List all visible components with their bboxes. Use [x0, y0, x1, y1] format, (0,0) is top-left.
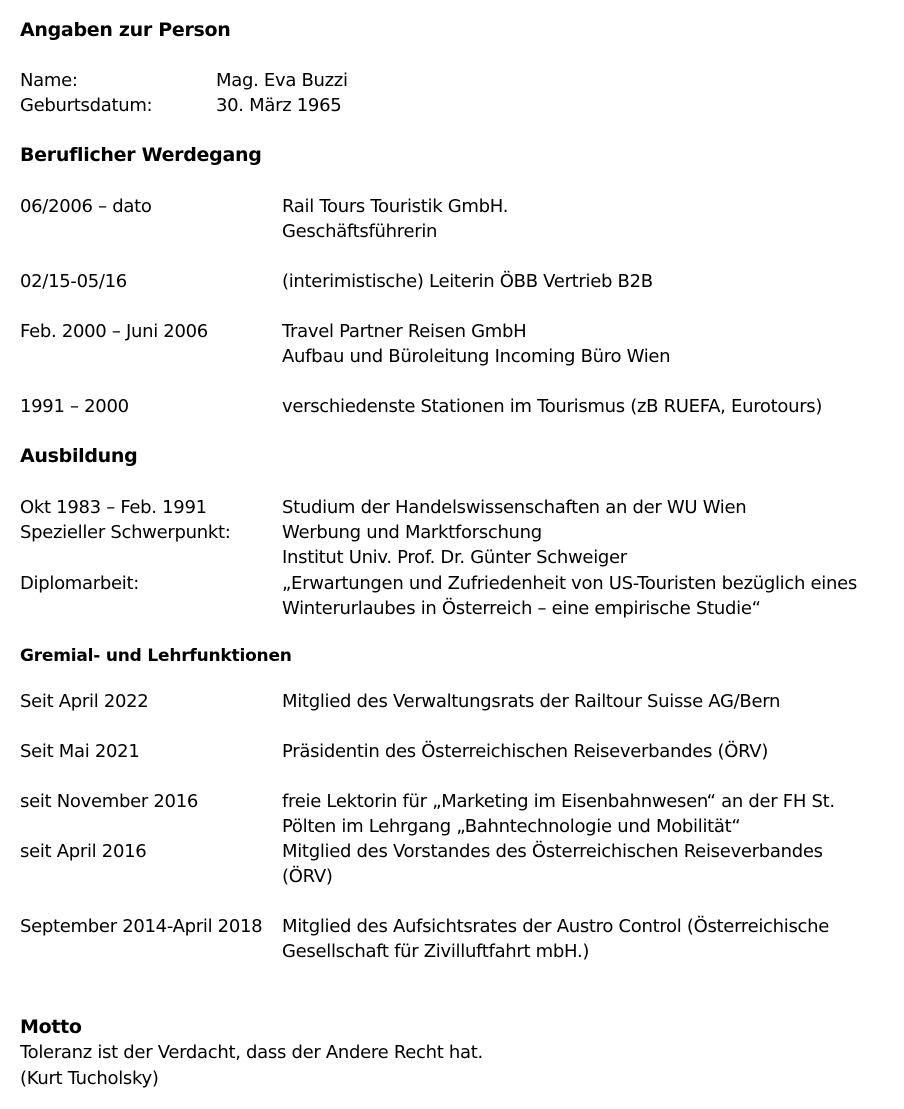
- education-value: „Erwartungen und Zufriedenheit von US-Touristen bezüglich eines: [282, 573, 857, 594]
- education-value: Studium der Handelswissenschaften an der WU Wien: [282, 497, 747, 518]
- education-label: Okt 1983 – Feb. 1991: [20, 497, 207, 518]
- career-date: Feb. 2000 – Juni 2006: [20, 321, 208, 342]
- committee-detail: (ÖRV): [282, 866, 333, 887]
- heading-personal-info: Angaben zur Person: [20, 19, 231, 41]
- motto-quote: Toleranz ist der Verdacht, dass der Andere Recht hat.: [20, 1042, 483, 1063]
- birthdate-value: 30. März 1965: [216, 95, 342, 116]
- committee-date: Seit April 2022: [20, 691, 149, 712]
- committee-date: September 2014-April 2018: [20, 916, 263, 937]
- education-label: Spezieller Schwerpunkt:: [20, 522, 231, 543]
- committee-detail: freie Lektorin für „Marketing im Eisenbahnwesen“ an der FH St.: [282, 791, 835, 812]
- committee-detail: Präsidentin des Österreichischen Reiseverbandes (ÖRV): [282, 741, 769, 762]
- motto-author: (Kurt Tucholsky): [20, 1068, 159, 1089]
- career-detail: Travel Partner Reisen GmbH: [282, 321, 527, 342]
- education-value: Winterurlaubes in Österreich – eine empirische Studie“: [282, 598, 761, 619]
- career-detail: Geschäftsführerin: [282, 221, 438, 242]
- heading-education: Ausbildung: [20, 445, 138, 467]
- education-value: Werbung und Marktforschung: [282, 522, 542, 543]
- committee-detail: Mitglied des Verwaltungsrats der Railtour Suisse AG/Bern: [282, 691, 781, 712]
- name-label: Name:: [20, 70, 78, 91]
- career-detail: Rail Tours Touristik GmbH.: [282, 196, 509, 217]
- career-date: 1991 – 2000: [20, 396, 129, 417]
- career-detail: (interimistische) Leiterin ÖBB Vertrieb B2B: [282, 271, 653, 292]
- heading-committees: Gremial- und Lehrfunktionen: [20, 646, 292, 666]
- committee-detail: Mitglied des Aufsichtsrates der Austro Control (Österreichische: [282, 916, 830, 937]
- career-date: 06/2006 – dato: [20, 196, 152, 217]
- birthdate-label: Geburtsdatum:: [20, 95, 153, 116]
- committee-detail: Pölten im Lehrgang „Bahntechnologie und Mobilität“: [282, 816, 741, 837]
- heading-motto: Motto: [20, 1016, 82, 1038]
- name-value: Mag. Eva Buzzi: [216, 70, 348, 91]
- career-date: 02/15-05/16: [20, 271, 127, 292]
- education-label: Diplomarbeit:: [20, 573, 139, 594]
- career-detail: verschiedenste Stationen im Tourismus (zB RUEFA, Eurotours): [282, 396, 823, 417]
- committee-date: seit April 2016: [20, 841, 147, 862]
- committee-date: seit November 2016: [20, 791, 199, 812]
- committee-date: Seit Mai 2021: [20, 741, 140, 762]
- heading-career: Beruflicher Werdegang: [20, 144, 262, 166]
- committee-detail: Mitglied des Vorstandes des Österreichischen Reiseverbandes: [282, 841, 823, 862]
- career-detail: Aufbau und Büroleitung Incoming Büro Wien: [282, 346, 671, 367]
- committee-detail: Gesellschaft für Zivilluftfahrt mbH.): [282, 941, 590, 962]
- education-value: Institut Univ. Prof. Dr. Günter Schweiger: [282, 547, 627, 568]
